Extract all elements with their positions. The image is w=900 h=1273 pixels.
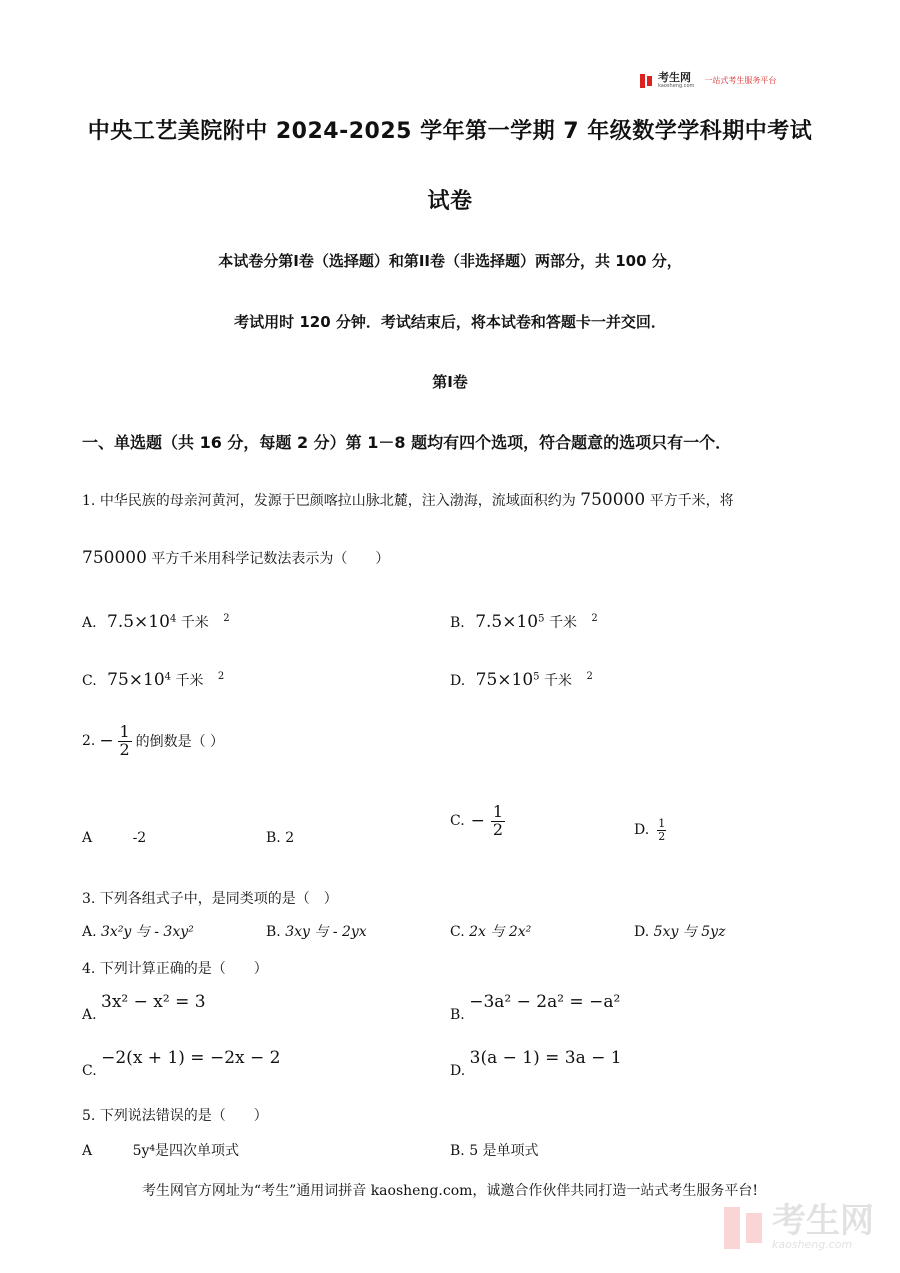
q3-number: 3. [82,891,96,907]
option-exp: 5 [538,613,545,625]
option-fraction [491,804,505,839]
q2-option-b[interactable] [266,830,294,846]
kaosheng-logo-icon [640,74,652,88]
q2-minus: − [99,731,114,752]
q4-option-d[interactable] [450,1048,622,1079]
q4-option-a[interactable] [82,992,206,1023]
q1-number-value-2: 750000 [82,548,147,568]
watermark-name: 考生网 [772,1201,874,1241]
option-label: D. [634,822,650,839]
option-label: C. [450,924,465,940]
q1-text-a: 中华民族的母亲河黄河，发源于巴颜喀拉山脉北麓，注入渤海，流域面积约为 [99,493,576,509]
option-label: D. [450,673,466,689]
logo-name: 考生网 [658,71,691,84]
q2-number: 2. [82,733,96,750]
fraction-numerator: 1 [119,722,130,741]
option-unit: 千米 [543,673,572,689]
option-label: A. [82,1007,97,1023]
option-label: B. [266,830,281,846]
option-text: 3x²y 与 - 3xy² [101,924,194,940]
kaosheng-watermark-icon [724,1207,766,1249]
option-label: C. [82,673,97,689]
option-text: 5xy 与 5yz [653,924,726,940]
watermark-logo [724,1201,874,1251]
q3-option-b[interactable] [266,921,367,941]
intro-line1: 本试卷分第I卷（选择题）和第II卷（非选择题）两部分，共 100 分， [218,252,682,270]
option-unit: 千米 [175,673,204,689]
q4-text: 下列计算正确的是（ ） [99,961,268,977]
option-minus: − [470,811,485,832]
section-heading: 一、单选题（共 16 分，每题 2 分）第 1－8 题均有四个选项，符合题意的选项只有一个． [82,433,732,452]
option-unit-exp: 2 [217,671,225,683]
option-label: A [82,830,93,846]
q1-option-b[interactable] [450,612,598,632]
q2-option-c[interactable] [450,804,505,839]
option-expression: 3x² − x² = 3 [101,992,206,1012]
option-value: -2 [132,830,147,846]
page-title-line1: 中央工艺美院附中 2024-2025 学年第一学期 7 年级数学学科期中考试 [87,119,813,144]
q3-text: 下列各组式子中，是同类项的是（ ） [99,891,338,907]
option-text: 5y⁴是四次单项式 [132,1143,240,1159]
footer-text: 考生网官方网址为“考生”通用词拼音 kaosheng.com，诚邀合作伙伴共同打造一站式考生服务平台! [141,1183,759,1199]
q4-number: 4. [82,961,96,977]
option-text: 3xy 与 - 2yx [285,924,367,940]
q3-option-a[interactable] [82,921,194,941]
q2-fraction [118,724,132,759]
option-exp: 4 [169,613,177,625]
q1-text-b: 平方千米，将 [649,493,734,509]
q5-number: 5. [82,1108,96,1124]
option-text: 5 是单项式 [469,1143,539,1159]
option-label: B. [450,1143,465,1159]
q1-option-c[interactable] [82,670,224,690]
header-logo [640,72,776,89]
option-unit: 千米 [548,615,577,631]
option-label: A. [82,615,97,631]
option-expression: −3a² − 2a² = −a² [469,992,621,1012]
q1-text-c: 平方千米用科学记数法表示为（ ） [151,551,390,567]
option-coef: 75×10 [107,670,165,690]
option-label: B. [450,615,465,631]
option-label: D. [634,924,650,940]
part-label: 第I卷 [432,373,468,391]
q2-option-d[interactable] [634,818,666,842]
option-unit-exp: 2 [586,671,593,683]
fraction-numerator: 1 [658,817,666,830]
question-1-line2 [82,548,389,568]
question-2 [82,724,224,759]
option-exp: 4 [164,671,172,683]
watermark-domain: kaosheng.com [772,1238,853,1251]
option-label: A [82,1143,93,1159]
option-label: A. [82,924,97,940]
option-coef: 75×10 [475,670,534,690]
option-label: C. [450,813,465,830]
question-5 [82,1105,268,1125]
q1-option-d[interactable] [450,670,593,690]
fraction-numerator: 1 [492,802,504,821]
fraction-denominator: 2 [119,739,130,759]
question-1 [82,490,842,510]
option-label: D. [450,1063,466,1079]
fraction-denominator: 2 [658,829,666,843]
q5-text: 下列说法错误的是（ ） [99,1108,268,1124]
question-3 [82,888,338,908]
option-label: B. [266,924,281,940]
question-4 [82,958,268,978]
q1-number-value: 750000 [580,490,646,510]
logo-tagline: 一站式考生服务平台 [704,76,777,85]
option-unit-exp: 2 [223,613,230,625]
logo-domain: kaosheng.com [658,83,695,89]
option-text: 2x 与 2x² [469,924,532,940]
q5-option-b[interactable] [450,1140,539,1160]
intro-line2: 考试用时 120 分钟．考试结束后，将本试卷和答题卡一并交回． [234,313,666,331]
option-value: 2 [285,830,295,846]
q3-option-c[interactable] [450,921,531,941]
q4-option-c[interactable] [82,1048,281,1079]
option-expression: −2(x + 1) = −2x − 2 [101,1048,281,1068]
q4-option-b[interactable] [450,992,621,1023]
q1-option-a[interactable] [82,612,230,632]
option-unit: 千米 [180,615,209,631]
page-title-line2: 试卷 [427,189,473,214]
option-coef: 7.5×10 [107,612,170,632]
option-exp: 5 [533,671,540,683]
q2-text: 的倒数是（ ） [135,734,225,751]
q2-option-a[interactable] [82,830,146,846]
q1-number: 1. [82,493,96,509]
fraction-denominator: 2 [492,819,504,839]
q5-option-a[interactable] [82,1140,239,1160]
option-coef: 7.5×10 [475,612,539,632]
option-unit-exp: 2 [591,613,598,625]
option-label: C. [82,1063,97,1079]
option-label: B. [450,1007,465,1023]
option-fraction [657,818,666,842]
option-expression: 3(a − 1) = 3a − 1 [469,1048,622,1068]
q3-option-d[interactable] [634,921,725,941]
